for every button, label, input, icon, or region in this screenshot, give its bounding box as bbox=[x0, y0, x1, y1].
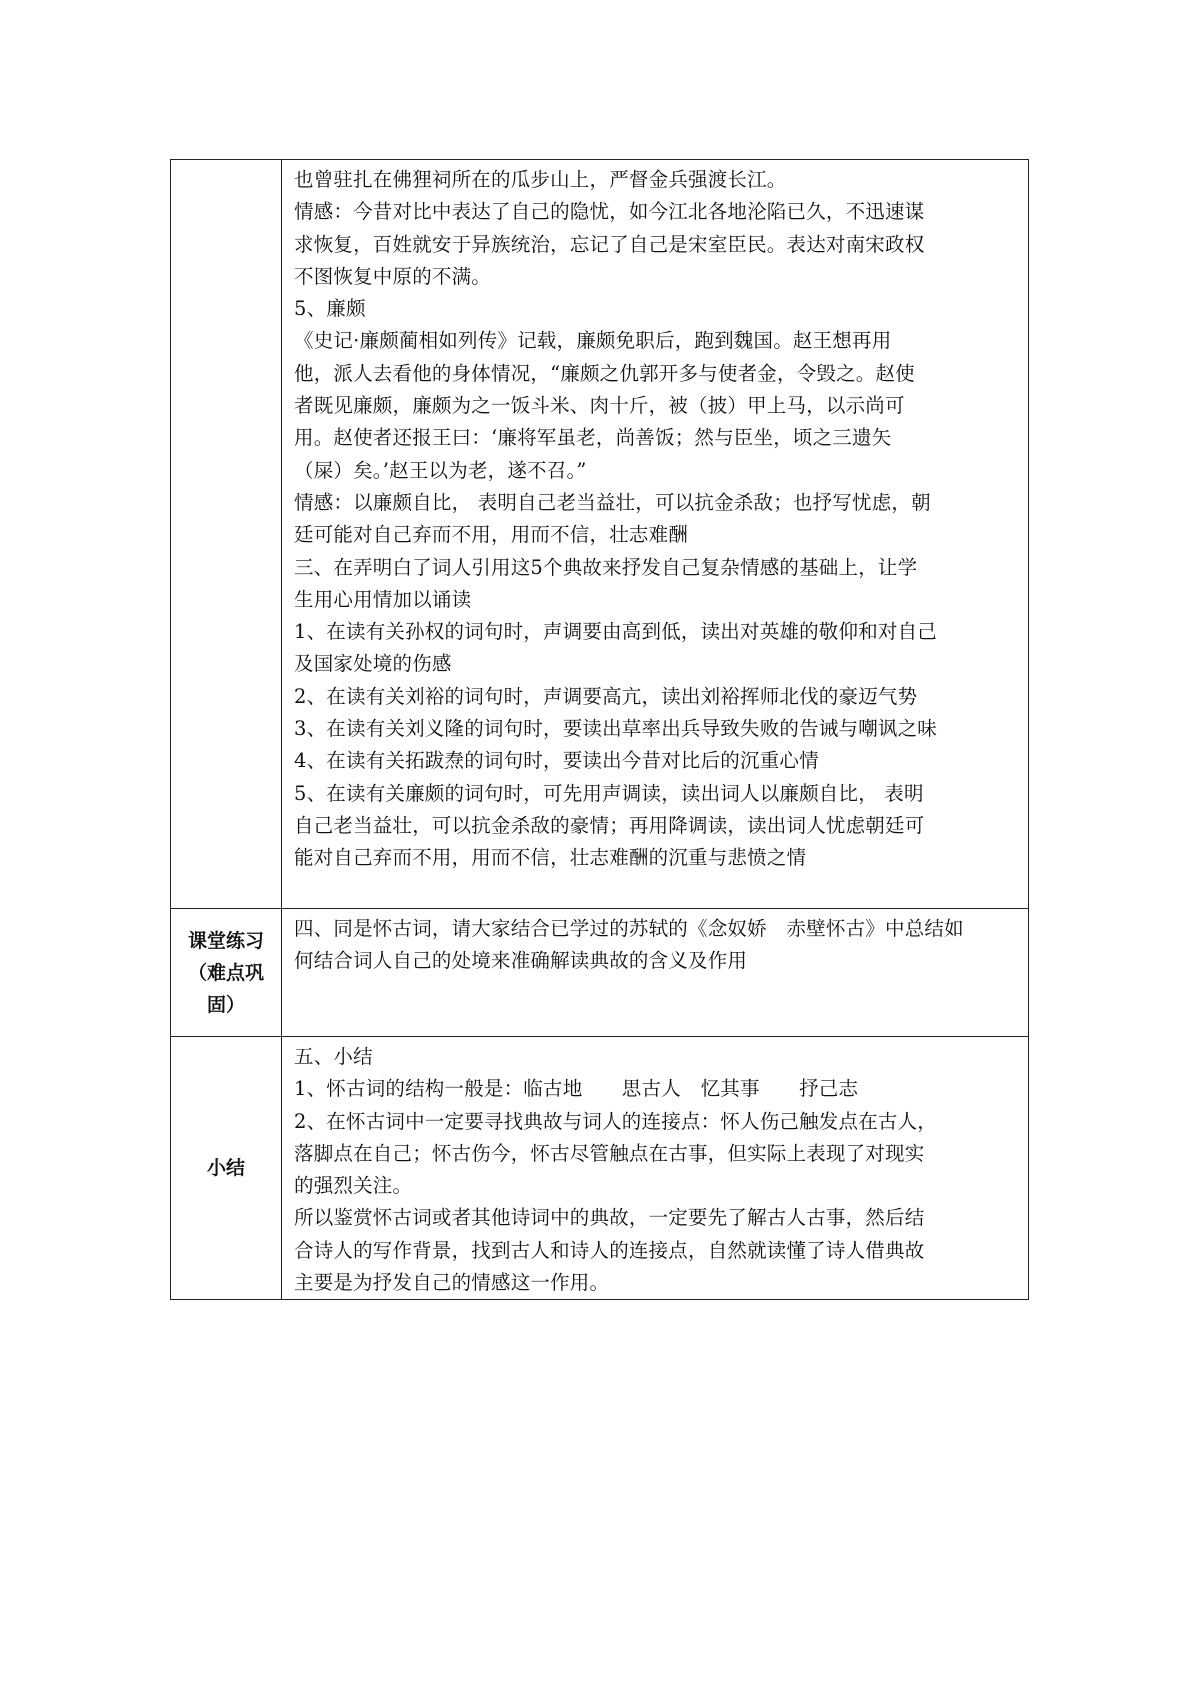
text-line: 情感：以廉颇自比， 表明自己老当益壮，可以抗金杀敌；也抒写忧虑，朝 bbox=[294, 490, 931, 514]
label-line: 课堂练习 bbox=[187, 929, 264, 952]
text-line: 求恢复，百姓就安于异族统治，忘记了自己是宋室臣民。表达对南宋政权 bbox=[294, 232, 925, 256]
text-line: 1、在读有关孙权的词句时，声调要由高到低，读出对英雄的敬仰和对自己 bbox=[294, 620, 938, 644]
text-line: 5、在读有关廉颇的词句时，可先用声调读，读出词人以廉颇自比， 表明 bbox=[294, 781, 924, 805]
text-line: 3、在读有关刘义隆的词句时，要读出草率出兵导致失败的告诫与嘲讽之味 bbox=[294, 717, 938, 741]
section-heading-summary: 五、小结 bbox=[294, 1045, 373, 1068]
label-line: 小结 bbox=[206, 1157, 245, 1180]
text-line: 用。赵使者还报王曰：‘廉将军虽老，尚善饭；然与臣坐，顷之三遗矢 bbox=[294, 426, 892, 450]
row-label-summary bbox=[171, 1037, 282, 1300]
text-line: 能对自己弃而不用，用而不信，壮志难酬的沉重与悲愤之情 bbox=[294, 846, 807, 870]
row-label-empty bbox=[171, 160, 282, 909]
table-row-summary bbox=[171, 1037, 1029, 1300]
text-line: 情感：今昔对比中表达了自己的隐忧，如今江北各地沦陷已久，不迅速谋 bbox=[294, 200, 925, 224]
text-line: 的强烈关注。 bbox=[294, 1174, 413, 1198]
continuation-content bbox=[282, 160, 1029, 909]
label-line: 固） bbox=[206, 993, 245, 1016]
text-line: 及国家处境的伤感 bbox=[294, 652, 452, 676]
section-heading-lianpo: 5、廉颇 bbox=[294, 297, 366, 321]
text-line: 生用心用情加以诵读 bbox=[294, 587, 472, 611]
text-line: 自己老当益壮，可以抗金杀敌的豪情；再用降调读，读出词人忧虑朝廷可 bbox=[294, 813, 925, 837]
summary-content bbox=[282, 1037, 1029, 1300]
label-line: （难点巩 bbox=[187, 961, 264, 984]
text-line: 所以鉴赏怀古词或者其他诗词中的典故，一定要先了解古人古事，然后结 bbox=[294, 1206, 925, 1230]
text-line: 不图恢复中原的不满。 bbox=[294, 264, 492, 288]
text-line: 主要是为抒发自己的情感这一作用。 bbox=[294, 1271, 610, 1295]
text-line: 落脚点在自己；怀古伤今，怀古尽管触点在古事，但实际上表现了对现实 bbox=[294, 1141, 925, 1165]
row-label-practice bbox=[171, 909, 282, 1037]
text-line: 廷可能对自己弃而不用，用而不信，壮志难酬 bbox=[294, 523, 689, 547]
practice-content bbox=[282, 909, 1029, 1037]
lesson-plan-table bbox=[170, 159, 1029, 1300]
text-line: 4、在读有关拓跋焘的词句时，要读出今昔对比后的沉重心情 bbox=[294, 749, 819, 773]
text-line: 何结合词人自己的处境来准确解读典故的含义及作用 bbox=[294, 949, 748, 973]
table-row-practice bbox=[171, 909, 1029, 1037]
text-line: 2、在怀古词中一定要寻找典故与词人的连接点：怀人伤己触发点在古人， bbox=[294, 1109, 938, 1133]
text-line: 者既见廉颇，廉颇为之一饭斗米、肉十斤，被（披）甲上马，以示尚可 bbox=[294, 394, 905, 418]
text-line: 合诗人的写作背景，找到古人和诗人的连接点，自然就读懂了诗人借典故 bbox=[294, 1238, 925, 1262]
section-heading-reading: 三、在弄明白了词人引用这5个典故来抒发自己复杂情感的基础上，让学 bbox=[294, 555, 918, 579]
table-row-continuation bbox=[171, 160, 1029, 909]
text-line: 《史记·廉颇蔺相如列传》记载，廉颇免职后，跑到魏国。赵王想再用 bbox=[294, 329, 892, 353]
text-line: 四、同是怀古词，请大家结合已学过的苏轼的《念奴娇 赤壁怀古》中总结如 bbox=[294, 917, 964, 940]
text-line: 1、怀古词的结构一般是：临古地 思古人 忆其事 抒己志 bbox=[294, 1077, 859, 1101]
text-line: 他，派人去看他的身体情况，“廉颇之仇郭开多与使者金，令毁之。赵使 bbox=[294, 361, 915, 385]
text-line: 也曾驻扎在佛狸祠所在的瓜步山上，严督金兵强渡长江。 bbox=[294, 168, 787, 191]
text-line: 2、在读有关刘裕的词句时，声调要高亢，读出刘裕挥师北伐的豪迈气势 bbox=[294, 684, 918, 708]
text-line: （屎）矣。’赵王以为老，遂不召。” bbox=[294, 458, 587, 482]
